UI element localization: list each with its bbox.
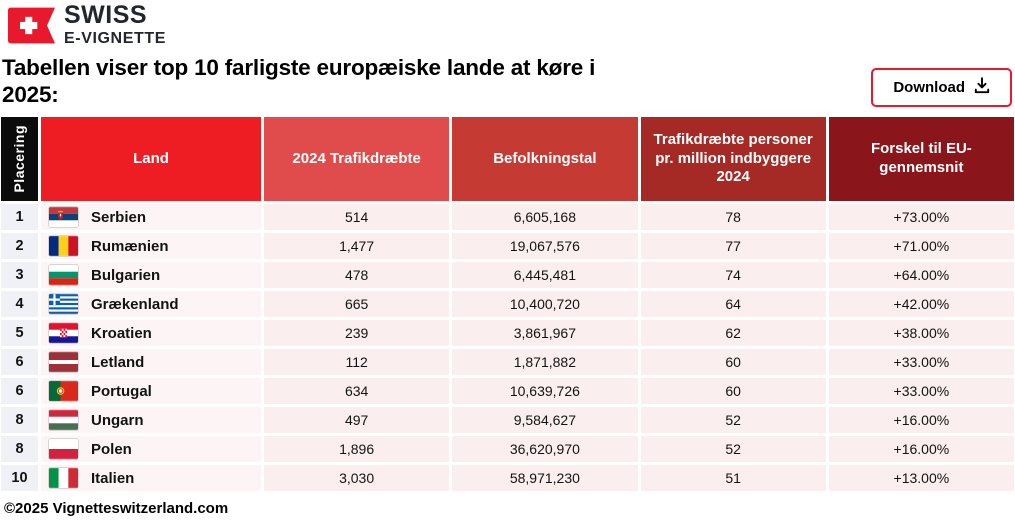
deaths-2024-cell: 1,896 <box>264 436 449 462</box>
download-button-label: Download <box>893 79 965 96</box>
country-name: Kroatien <box>91 324 152 342</box>
country-name: Rumænien <box>91 237 169 255</box>
deaths-2024-cell: 239 <box>264 320 449 346</box>
population-cell: 1,871,882 <box>452 349 637 375</box>
country-cell <box>41 233 261 259</box>
population-cell: 10,639,726 <box>452 378 637 404</box>
country-cell <box>41 436 261 462</box>
deaths-per-million-cell: 52 <box>641 407 826 433</box>
copyright-text: ©2025 Vignetteswitzerland.com <box>4 500 229 518</box>
deaths-2024-cell: 665 <box>264 291 449 317</box>
top-bar <box>0 0 1015 48</box>
country-name: Serbien <box>91 208 147 226</box>
eu-difference-cell: +64.00% <box>829 262 1014 288</box>
eu-difference-cell: +33.00% <box>829 378 1014 404</box>
population-cell: 9,584,627 <box>452 407 637 433</box>
rank-cell: 3 <box>1 262 38 288</box>
country-cell <box>41 204 261 230</box>
rank-cell: 8 <box>1 436 38 462</box>
header-forskel-eu: Forskel til EU-gennemsnit <box>829 117 1014 201</box>
romania-flag-icon <box>49 236 78 256</box>
serbia-flag-icon <box>49 207 78 227</box>
page-title-line2: 2025: <box>2 81 59 107</box>
deaths-per-million-cell: 62 <box>641 320 826 346</box>
population-cell: 10,400,720 <box>452 291 637 317</box>
country-cell <box>41 320 261 346</box>
header-befolkningstal: Befolkningstal <box>452 117 637 201</box>
latvia-flag-icon <box>49 352 78 372</box>
header-land: Land <box>41 117 261 201</box>
eu-difference-cell: +73.00% <box>829 204 1014 230</box>
country-cell <box>41 291 261 317</box>
deaths-2024-cell: 112 <box>264 349 449 375</box>
country-cell <box>41 349 261 375</box>
country-name: Polen <box>91 440 132 458</box>
deaths-2024-cell: 497 <box>264 407 449 433</box>
rank-cell: 8 <box>1 407 38 433</box>
rank-cell: 6 <box>1 349 38 375</box>
brand-name-line1: SWISS <box>64 1 148 29</box>
country-name: Letland <box>91 353 145 371</box>
deaths-per-million-cell: 74 <box>641 262 826 288</box>
deaths-per-million-cell: 52 <box>641 436 826 462</box>
danger-countries-table <box>1 117 1014 491</box>
deaths-per-million-cell: 60 <box>641 349 826 375</box>
country-cell <box>41 262 261 288</box>
brand-name <box>64 3 166 47</box>
population-cell: 19,067,576 <box>452 233 637 259</box>
eu-difference-cell: +71.00% <box>829 233 1014 259</box>
deaths-per-million-cell: 64 <box>641 291 826 317</box>
deaths-2024-cell: 514 <box>264 204 449 230</box>
deaths-2024-cell: 478 <box>264 262 449 288</box>
greece-flag-icon <box>49 294 78 314</box>
download-icon <box>974 77 990 98</box>
population-cell: 58,971,230 <box>452 465 637 491</box>
header-placering <box>1 117 38 201</box>
italy-flag-icon <box>49 468 78 488</box>
brand-logo[interactable] <box>8 3 166 47</box>
deaths-2024-cell: 634 <box>264 378 449 404</box>
brand-name-line2: E-VIGNETTE <box>64 30 167 47</box>
poland-flag-icon <box>49 439 78 459</box>
page-title-line1: Tabellen viser top 10 farligste europæiske lande at køre i <box>2 55 596 80</box>
deaths-2024-cell: 3,030 <box>264 465 449 491</box>
country-name: Ungarn <box>91 411 144 429</box>
bulgaria-flag-icon <box>49 265 78 285</box>
eu-difference-cell: +16.00% <box>829 407 1014 433</box>
deaths-2024-cell: 1,477 <box>264 233 449 259</box>
eu-difference-cell: +16.00% <box>829 436 1014 462</box>
deaths-per-million-cell: 51 <box>641 465 826 491</box>
hungary-flag-icon <box>49 410 78 430</box>
deaths-per-million-cell: 78 <box>641 204 826 230</box>
population-cell: 6,605,168 <box>452 204 637 230</box>
country-name: Portugal <box>91 382 152 400</box>
population-cell: 3,861,967 <box>452 320 637 346</box>
header-placering-label: Placering <box>10 125 27 193</box>
title-row <box>0 48 1015 117</box>
country-name: Bulgarien <box>91 266 161 284</box>
page-title <box>2 55 595 108</box>
country-name: Italien <box>91 469 135 487</box>
deaths-per-million-cell: 77 <box>641 233 826 259</box>
country-name: Grækenland <box>91 295 179 313</box>
eu-difference-cell: +42.00% <box>829 291 1014 317</box>
rank-cell: 10 <box>1 465 38 491</box>
rank-cell: 6 <box>1 378 38 404</box>
country-cell <box>41 407 261 433</box>
deaths-per-million-cell: 60 <box>641 378 826 404</box>
croatia-flag-icon <box>49 323 78 343</box>
eu-difference-cell: +38.00% <box>829 320 1014 346</box>
header-pr-million: Trafikdræbte personer pr. million indbyggere 2024 <box>641 117 826 201</box>
population-cell: 36,620,970 <box>452 436 637 462</box>
country-cell <box>41 465 261 491</box>
eu-difference-cell: +13.00% <box>829 465 1014 491</box>
download-button[interactable] <box>871 68 1012 107</box>
swiss-flag-icon <box>8 7 55 44</box>
rank-cell: 4 <box>1 291 38 317</box>
header-trafikdraebte-2024: 2024 Trafikdræbte <box>264 117 449 201</box>
rank-cell: 2 <box>1 233 38 259</box>
eu-difference-cell: +33.00% <box>829 349 1014 375</box>
population-cell: 6,445,481 <box>452 262 637 288</box>
portugal-flag-icon <box>49 381 78 401</box>
rank-cell: 1 <box>1 204 38 230</box>
rank-cell: 5 <box>1 320 38 346</box>
country-cell <box>41 378 261 404</box>
